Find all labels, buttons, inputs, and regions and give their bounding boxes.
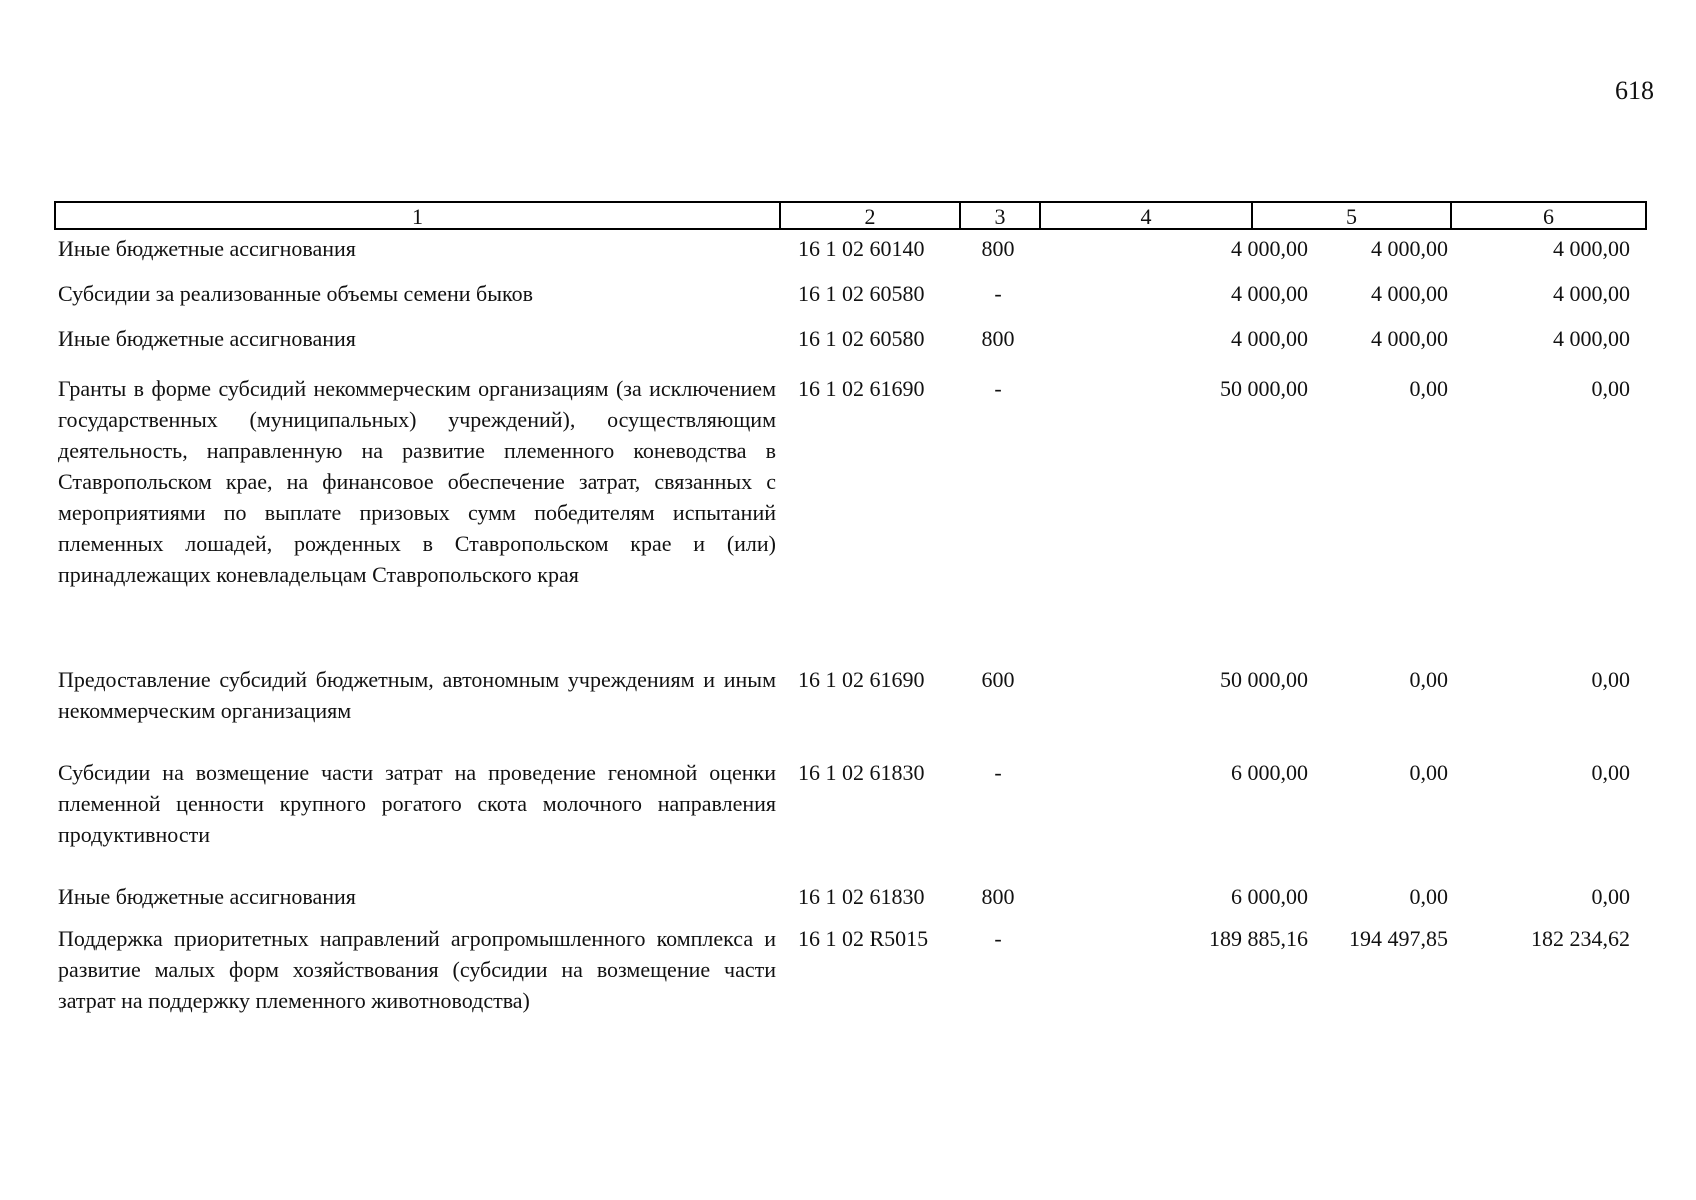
column-header-4: 4 — [1041, 203, 1253, 228]
row-value-5: 0,00 — [1409, 667, 1448, 692]
row-code: 16 1 02 60140 — [798, 236, 925, 261]
row-type: 800 — [981, 884, 1015, 909]
row-name: Субсидии на возмещение части затрат на проведение геномной оценки племенной ценности крупного рогатого скота молочного направления продуктивности — [58, 760, 776, 847]
row-value-5: 4 000,00 — [1371, 281, 1448, 306]
row-value-6: 4 000,00 — [1553, 236, 1630, 261]
row-code: 16 1 02 R5015 — [798, 926, 929, 951]
row-type: 800 — [981, 236, 1015, 261]
row-value-4: 4 000,00 — [1231, 236, 1308, 261]
row-value-5: 0,00 — [1409, 760, 1448, 785]
row-value-6: 4 000,00 — [1553, 326, 1630, 351]
row-value-5: 0,00 — [1409, 376, 1448, 401]
row-name: Предоставление субсидий бюджетным, автономным учреждениям и иным некоммерческим организациям — [58, 667, 776, 723]
row-code: 16 1 02 60580 — [798, 326, 925, 351]
row-code: 16 1 02 61830 — [798, 884, 925, 909]
row-value-4: 50 000,00 — [1220, 376, 1308, 401]
row-value-6: 0,00 — [1591, 884, 1630, 909]
column-header-5: 5 — [1253, 203, 1452, 228]
row-code: 16 1 02 60580 — [798, 281, 925, 306]
row-value-6: 0,00 — [1591, 376, 1630, 401]
column-header-6: 6 — [1543, 204, 1554, 229]
row-value-4: 4 000,00 — [1231, 281, 1308, 306]
row-name: Поддержка приоритетных направлений агропромышленного комплекса и развитие малых форм хозяйствования (субсидии на возмещение части затрат на поддержку племенного животноводства) — [58, 926, 776, 1013]
row-name: Субсидии за реализованные объемы семени быков — [58, 281, 533, 306]
page-number: 618 — [1615, 76, 1654, 105]
column-header-1: 1 — [56, 203, 781, 228]
row-type: - — [994, 926, 1002, 951]
row-value-4: 6 000,00 — [1231, 884, 1308, 909]
row-value-5: 4 000,00 — [1371, 236, 1448, 261]
row-value-4: 189 885,16 — [1209, 926, 1308, 951]
row-code: 16 1 02 61690 — [798, 667, 925, 692]
row-value-4: 6 000,00 — [1231, 760, 1308, 785]
row-code: 16 1 02 61830 — [798, 760, 925, 785]
row-type: - — [994, 760, 1002, 785]
row-type: 600 — [981, 667, 1015, 692]
row-value-4: 4 000,00 — [1231, 326, 1308, 351]
row-name: Иные бюджетные ассигнования — [58, 884, 356, 909]
row-type: - — [994, 281, 1002, 306]
row-name: Гранты в форме субсидий некоммерческим организациям (за исключением государственных (муниципальных) учреждений), осуществляющим деятельность, направленную на развитие племенного коневодства в Ставропольском крае, на финансовое обеспечение затрат, связанных с мероприятиями по выплате призовых сумм победителям испытаний племенных лошадей, рожденных в Ставропольском крае и (или) принадлежащих коневладельцам Ставропольского края — [58, 376, 776, 587]
row-value-6: 0,00 — [1591, 760, 1630, 785]
row-type: - — [994, 376, 1002, 401]
row-name: Иные бюджетные ассигнования — [58, 236, 356, 261]
row-value-6: 182 234,62 — [1531, 926, 1630, 951]
column-header-3: 3 — [961, 203, 1041, 228]
row-type: 800 — [981, 326, 1015, 351]
table-header — [54, 201, 1647, 230]
row-value-5: 194 497,85 — [1349, 926, 1448, 951]
row-value-6: 4 000,00 — [1553, 281, 1630, 306]
row-value-5: 0,00 — [1409, 884, 1448, 909]
row-name: Иные бюджетные ассигнования — [58, 326, 356, 351]
row-code: 16 1 02 61690 — [798, 376, 925, 401]
row-value-4: 50 000,00 — [1220, 667, 1308, 692]
column-header-2: 2 — [781, 203, 961, 228]
row-value-5: 4 000,00 — [1371, 326, 1448, 351]
row-value-6: 0,00 — [1591, 667, 1630, 692]
